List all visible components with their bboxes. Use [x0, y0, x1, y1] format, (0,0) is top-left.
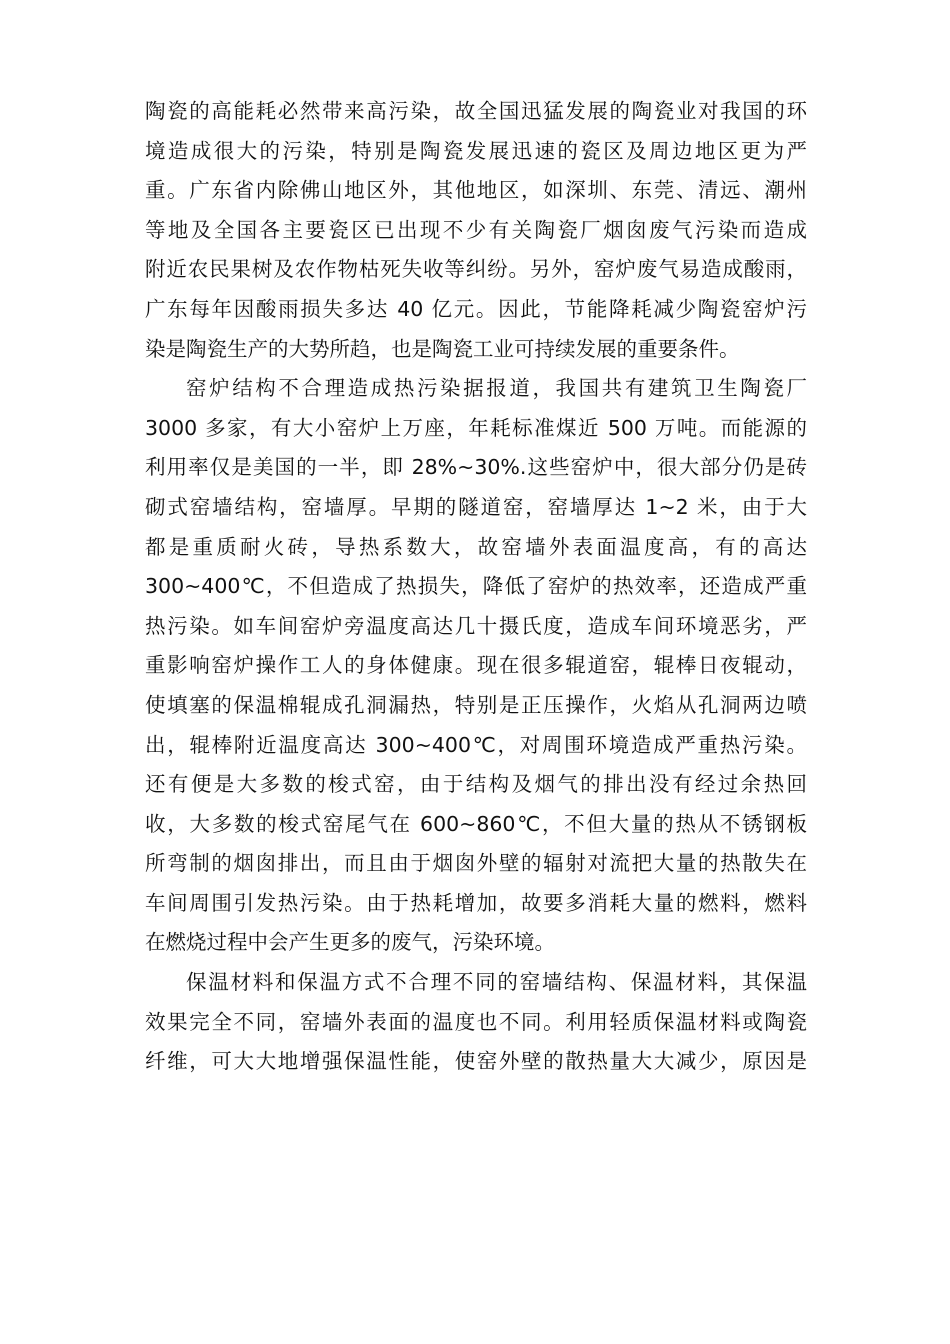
text-line: 使填塞的保温棉辊成孔洞漏热，特别是正压操作，火焰从孔洞两边喷: [145, 692, 807, 717]
text-line: 重。广东省内除佛山地区外，其他地区，如深圳、东莞、清远、潮州: [145, 178, 807, 203]
paragraph-1: [145, 92, 807, 369]
text-line: 广东每年因酸雨损失多达 40 亿元。因此，节能降耗减少陶瓷窑炉污: [145, 296, 807, 321]
text-line: 还有便是大多数的梭式窑，由于结构及烟气的排出没有经过余热回: [145, 772, 807, 797]
text-line: 效果完全不同，窑墙外表面的温度也不同。利用轻质保温材料或陶瓷: [145, 1009, 807, 1034]
text-line: 在燃烧过程中会产生更多的废气，污染环境。: [145, 930, 555, 955]
text-line: 300~400℃，不但造成了热损失，降低了窑炉的热效率，还造成严重: [145, 574, 807, 599]
text-line: 保温材料和保温方式不合理不同的窑墙结构、保温材料，其保温: [186, 970, 807, 995]
document-body: [145, 92, 807, 1082]
text-line: 出，辊棒附近温度高达 300~400℃，对周围环境造成严重热污染。: [145, 732, 807, 757]
text-line: 砌式窑墙结构，窑墙厚。早期的隧道窑，窑墙厚达 1~2 米，由于大: [145, 494, 807, 519]
text-line: 等地及全国各主要瓷区已出现不少有关陶瓷厂烟囱废气污染而造成: [145, 217, 807, 242]
text-line: 收，大多数的梭式窑尾气在 600~860℃，不但大量的热从不锈钢板: [145, 811, 807, 836]
paragraph-2: [145, 369, 807, 963]
text-line: 都是重质耐火砖，导热系数大，故窑墙外表面温度高，有的高达: [145, 534, 807, 559]
text-line: 窑炉结构不合理造成热污染据报道，我国共有建筑卫生陶瓷厂: [186, 376, 807, 401]
text-line: 重影响窑炉操作工人的身体健康。现在很多辊道窑，辊棒日夜辊动，: [145, 653, 807, 678]
text-line: 热污染。如车间窑炉旁温度高达几十摄氏度，造成车间环境恶劣，严: [145, 613, 807, 638]
text-line: 车间周围引发热污染。由于热耗增加，故要多消耗大量的燃料，燃料: [145, 890, 807, 915]
text-line: 所弯制的烟囱排出，而且由于烟囱外壁的辐射对流把大量的热散失在: [145, 851, 807, 876]
paragraph-3: [145, 963, 807, 1082]
text-line: 3000 多家，有大小窑炉上万座，年耗标准煤近 500 万吨。而能源的: [145, 415, 807, 440]
text-line: 境造成很大的污染，特别是陶瓷发展迅速的瓷区及周边地区更为严: [145, 138, 807, 163]
text-line: 纤维，可大大地增强保温性能，使窑外壁的散热量大大减少，原因是: [145, 1049, 807, 1074]
text-line: 利用率仅是美国的一半，即 28%~30%.这些窑炉中，很大部分仍是砖: [145, 455, 807, 480]
text-line: 陶瓷的高能耗必然带来高污染，故全国迅猛发展的陶瓷业对我国的环: [145, 99, 807, 123]
text-line: 染是陶瓷生产的大势所趋，也是陶瓷工业可持续发展的重要条件。: [145, 336, 740, 361]
text-line: 附近农民果树及农作物枯死失收等纠纷。另外，窑炉废气易造成酸雨，: [145, 257, 807, 282]
